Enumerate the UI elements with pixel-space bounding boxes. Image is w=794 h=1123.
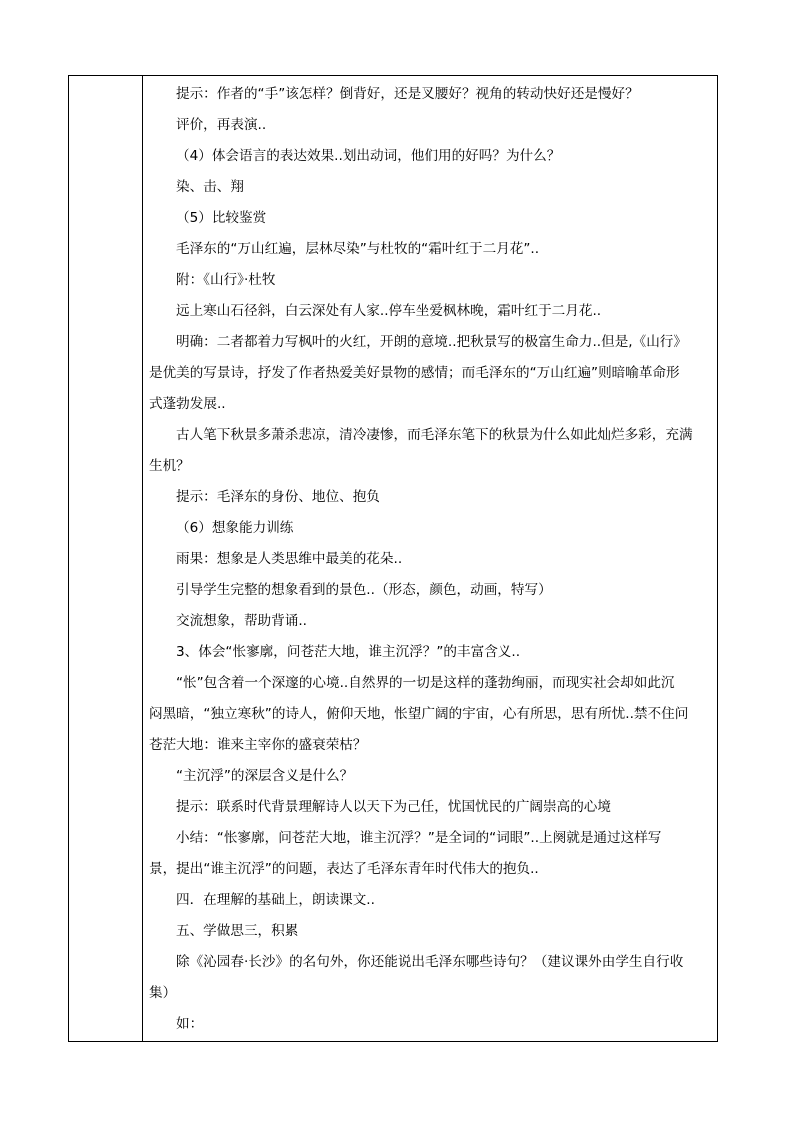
text-line: 引导学生完整的想象看到的景色..（形态，颜色，动画，特写） [176, 582, 552, 598]
text-line: 小结：“怅寥廓，问苍茫大地，谁主沉浮？”是全词的“词眼”..上阕就是通过这样写 [176, 830, 662, 846]
table-content-cell [143, 76, 717, 1041]
table-left-column [69, 76, 143, 1041]
lesson-table [68, 75, 718, 1042]
text-line: 评价，再表演.. [176, 117, 267, 133]
text-line: 3、体会“怅寥廓，问苍茫大地，谁主沉浮？”的丰富含义.. [176, 644, 521, 660]
text-line: 雨果：想象是人类思维中最美的花朵.. [176, 551, 403, 567]
text-line: （4）体会语言的表达效果..划出动词，他们用的好吗？为什么？ [176, 148, 561, 164]
text-line: 除《沁园春·长沙》的名句外，你还能说出毛泽东哪些诗句？（建议课外由学生自行收 [176, 954, 684, 970]
text-line: 染、击、翔 [176, 179, 244, 195]
text-line: 提示：毛泽东的身份、地位、抱负 [176, 489, 380, 505]
text-line: 式蓬勃发展.. [149, 396, 226, 412]
text-line: “主沉浮”的深层含义是什么？ [176, 768, 354, 784]
text-line: 五、学做思三，积累 [176, 923, 299, 939]
text-line: 苍茫大地：谁来主宰你的盛衰荣枯？ [149, 737, 367, 753]
text-line: 如： [176, 1016, 204, 1032]
text-line: 闷黑暗，“独立寒秋”的诗人，俯仰天地，怅望广阔的宇宙，心有所思，思有所忧..禁不住问 [149, 706, 689, 722]
text-line: （6）想象能力训练 [176, 520, 294, 536]
text-line: “怅”包含着一个深邃的心境..自然界的一切是这样的蓬勃绚丽，而现实社会却如此沉 [176, 675, 675, 691]
text-line: 古人笔下秋景多萧杀悲凉，清冷凄惨，而毛泽东笔下的秋景为什么如此灿烂多彩，充满 [176, 427, 693, 443]
text-line: （5）比较鉴赏 [176, 210, 267, 226]
text-line: 是优美的写景诗，抒发了作者热爱美好景物的感情；而毛泽东的“万山红遍”则暗喻革命形 [149, 365, 680, 381]
text-line: 生机？ [149, 458, 190, 474]
text-line: 集） [149, 985, 177, 1001]
text-line: 远上寒山石径斜，白云深处有人家..停车坐爱枫林晚，霜叶红于二月花.. [176, 303, 602, 319]
text-line: 毛泽东的“万山红遍，层林尽染”与杜牧的“霜叶红于二月花”.. [176, 241, 540, 257]
text-line: 四．在理解的基础上，朗读课文.. [176, 892, 375, 908]
text-line: 提示：作者的“手”该怎样？倒背好，还是叉腰好？视角的转动快好还是慢好？ [176, 86, 639, 102]
text-line: 提示：联系时代背景理解诗人以天下为己任，忧国忧民的广阔崇高的心境 [176, 799, 611, 815]
text-line: 明确：二者都着力写枫叶的火红，开朗的意境..把秋景写的极富生命力..但是,《山行》 [176, 334, 687, 350]
text-line: 附：《山行》·杜牧 [176, 272, 276, 288]
text-line: 交流想象，帮助背诵.. [176, 613, 307, 629]
text-line: 景，提出“谁主沉浮”的问题，表达了毛泽东青年时代伟大的抱负.. [149, 861, 539, 877]
